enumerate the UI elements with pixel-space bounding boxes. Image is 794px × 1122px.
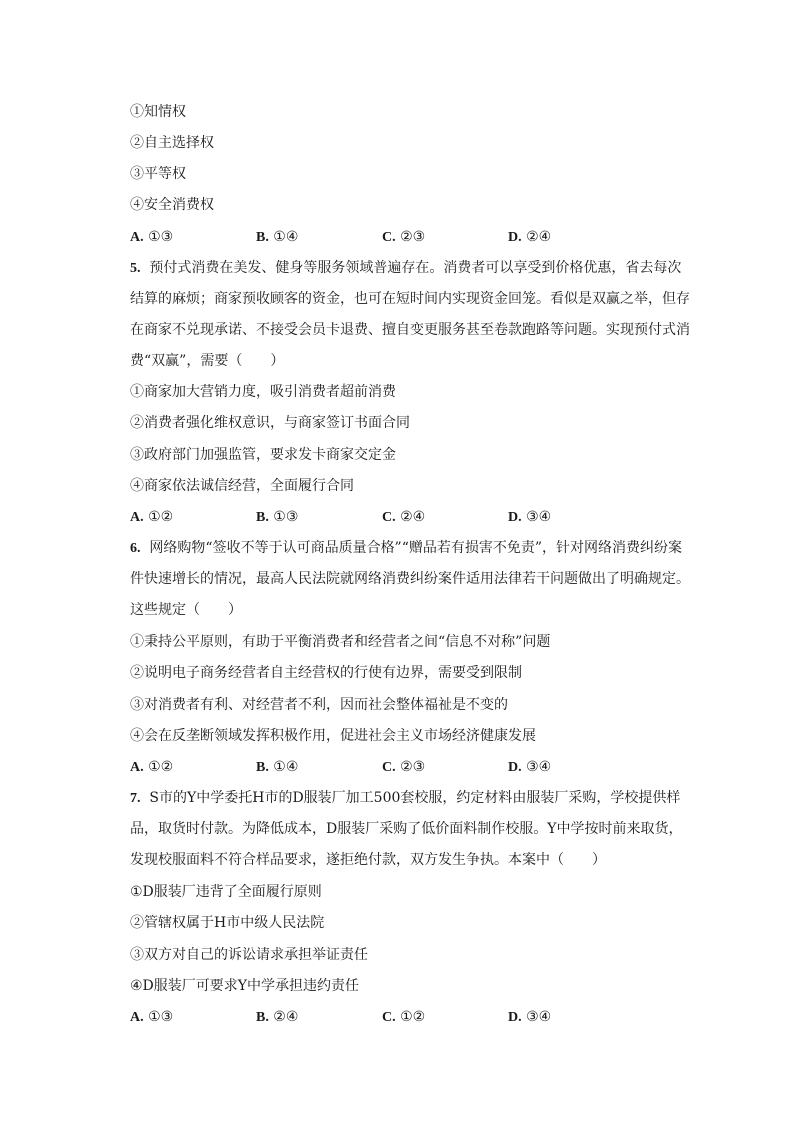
q7-answer-d: D. ③④ [508,1009,552,1025]
q5-option-4: ④商家依法诚信经营，全面履行合同 [130,478,354,494]
q7-option-3: ③双方对自己的诉讼请求承担举证责任 [130,947,368,963]
q4-answer-b: B. ①④ [256,229,299,245]
q4-option-2: ②自主选择权 [130,135,214,151]
q6-answer-c: C. ②③ [382,759,426,775]
q5-stem [130,253,690,377]
q7-answer-a: A. ①③ [130,1009,174,1025]
q6-answer-a: A. ①② [130,759,174,775]
q6-number: 6. [130,541,141,556]
q7-answer-c: C. ①② [382,1009,426,1025]
q5-answer-a: A. ①② [130,509,174,525]
q6-option-4: ④会在反垄断领域发挥积极作用，促进社会主义市场经济健康发展 [130,728,536,744]
q6-option-2: ②说明电子商务经营者自主经营权的行使有边界，需要受到限制 [130,665,522,681]
q5-option-3: ③政府部门加强监管，要求发卡商家交定金 [130,447,396,463]
q5-text: 预付式消费在美发、健身等服务领域普遍存在。消费者可以享受到价格优惠，省去每次结算的麻烦；商家预收顾客的资金，也可在短时间内实现资金回笼。看似是双赢之举，但存在商家不兑现承诺、不接受会员卡退费、擅自变更服务甚至卷款跑路等问题。实现预付式消费“双赢”，需要（ ） [130,260,690,369]
q5-answer-b: B. ①③ [256,509,299,525]
q5-option-1: ①商家加大营销力度，吸引消费者超前消费 [130,384,396,400]
q4-answer-a: A. ①③ [130,229,174,245]
q7-option-2: ②管辖权属于H市中级人民法院 [130,915,325,931]
q4-answer-d: D. ②④ [508,229,552,245]
q6-option-3: ③对消费者有利、对经营者不利，因而社会整体福祉是不变的 [130,697,508,713]
q6-text: 网络购物“签收不等于认可商品质量合格”“赠品若有损害不免责”，针对网络消费纠纷案件快速增长的情况，最高人民法院就网络消费纠纷案件适用法律若干问题做出了明确规定。这些规定（ ） [130,540,690,618]
q5-answer-c: C. ②④ [382,509,426,525]
q6-answer-d: D. ③④ [508,759,552,775]
q6-option-1: ①秉持公平原则，有助于平衡消费者和经营者之间“信息不对称”问题 [130,634,551,650]
q7-text: S市的Y中学委托H市的D服装厂加工500套校服，约定材料由服装厂采购，学校提供样品，取货时付款。为降低成本，D服装厂采购了低价面料制作校服。Y中学按时前来取货，发现校服面料不符合样品要求，遂拒绝付款，双方发生争执。本案中（ ） [130,790,683,868]
q7-answer-b: B. ②④ [256,1009,299,1025]
q4-option-1: ①知情权 [130,104,186,120]
q5-answer-d: D. ③④ [508,509,552,525]
q4-answer-c: C. ②③ [382,229,426,245]
q6-answer-b: B. ①④ [256,759,299,775]
q7-option-1: ①D服装厂违背了全面履行原则 [130,884,322,900]
q7-number: 7. [130,791,141,806]
q5-option-2: ②消费者强化维权意识，与商家签订书面合同 [130,415,410,431]
q4-option-4: ④安全消费权 [130,197,214,213]
q6-stem [130,533,690,626]
q5-number: 5. [130,261,141,276]
q4-option-3: ③平等权 [130,166,186,182]
q7-stem [130,783,690,876]
q7-option-4: ④D服装厂可要求Y中学承担违约责任 [130,978,360,994]
